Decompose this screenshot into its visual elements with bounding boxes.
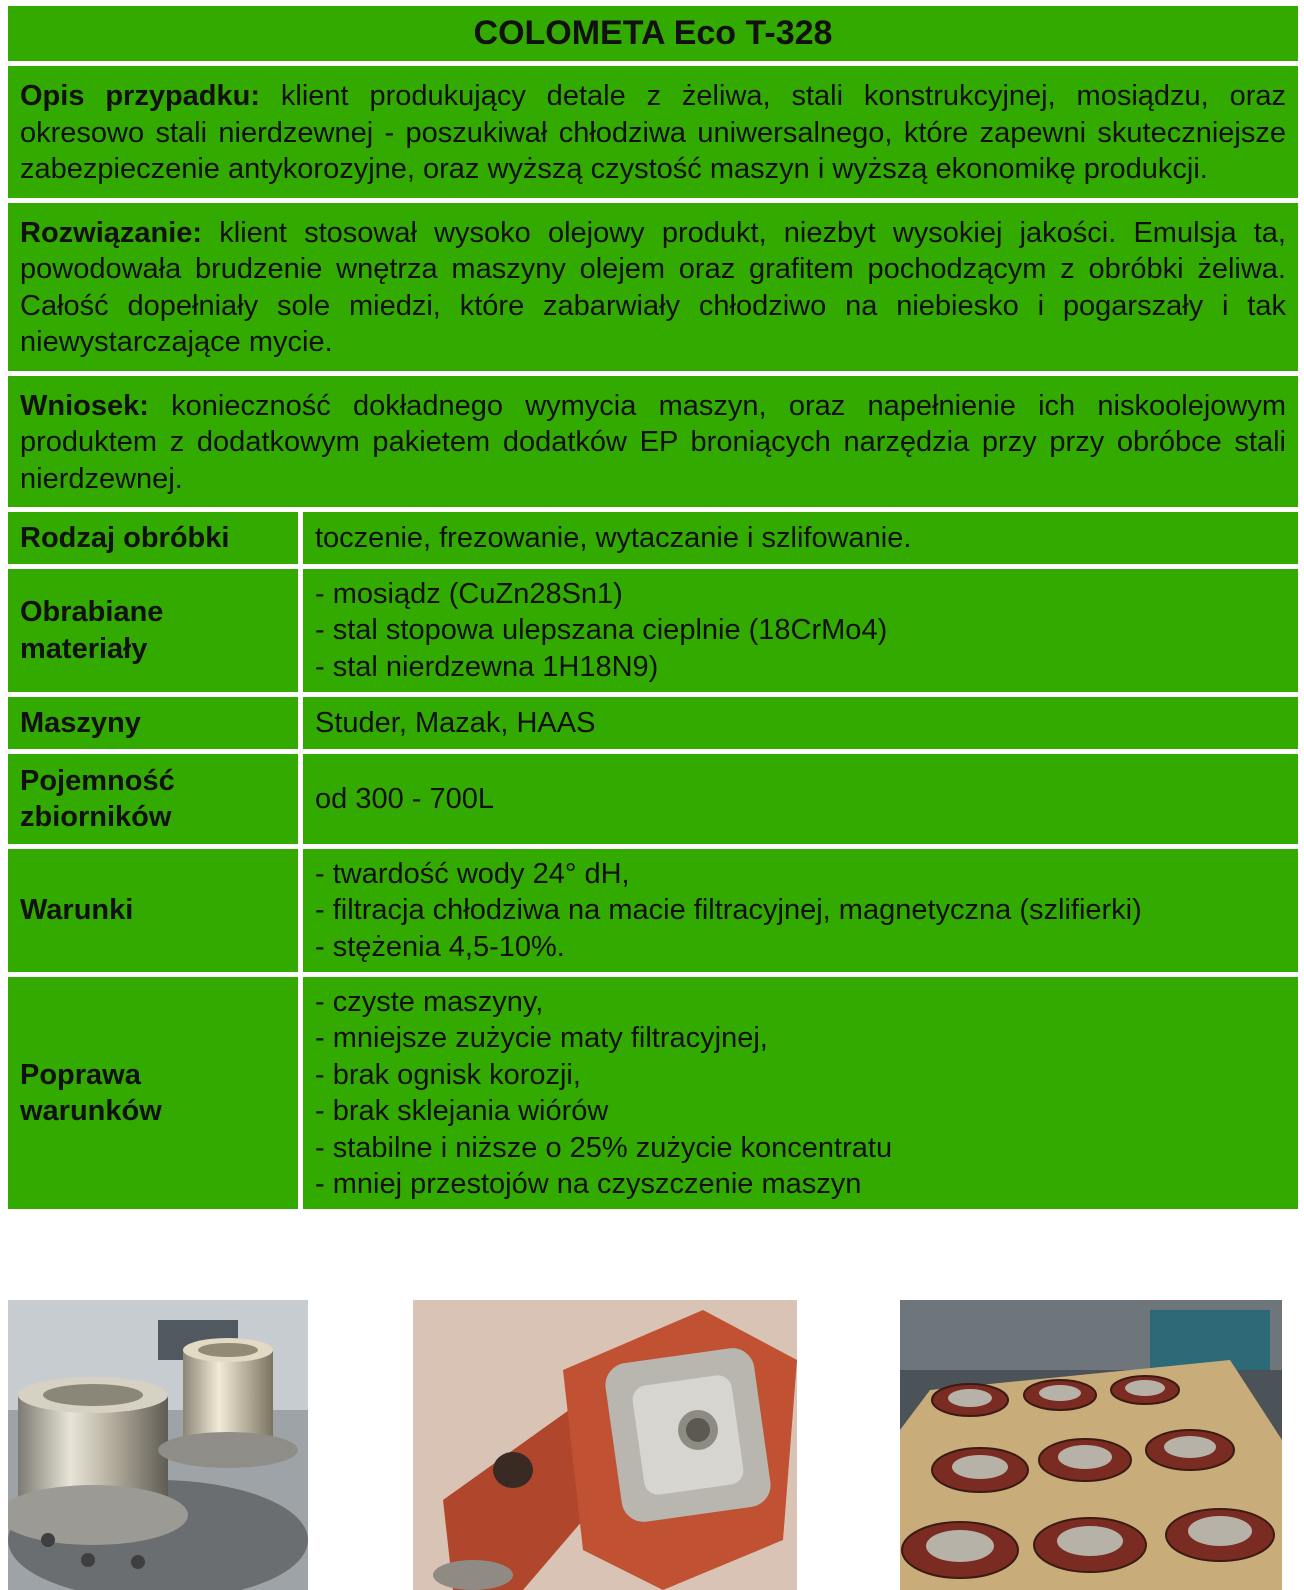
solution-text: klient stosował wysoko olejowy produkt, niezbyt wysokiej jakości. Emulsja ta, powodowała brudzenie wnętrza maszyny olejem oraz grafitem pochodzącym z obróbki żeliwa. Całość dopełniały sole miedzi, które zabarwiały chłodziwo na niebiesko i pogarszały i tak niewystarczające mycie. (20, 216, 1286, 358)
row-label: Pojemność zbiorników (8, 754, 303, 844)
value-line: od 300 - 700L (315, 782, 494, 815)
table-row (8, 697, 1298, 749)
machined-bearing-housings-photo (8, 1300, 308, 1590)
row-value (303, 697, 1298, 749)
table-row (8, 569, 1298, 692)
value-line: Studer, Mazak, HAAS (315, 706, 596, 739)
value-line: - stal stopowa ulepszana cieplnie (18CrMo4) (315, 614, 888, 647)
row-label: Poprawa warunków (8, 977, 303, 1209)
value-line: - czyste maszyny, (315, 985, 544, 1018)
page-title: COLOMETA Eco T-328 (8, 6, 1298, 61)
row-value (303, 512, 1298, 564)
table-row (8, 754, 1298, 844)
solution-label: Rozwiązanie: (20, 216, 203, 249)
value-line: - brak ognisk korozji, (315, 1058, 581, 1091)
value-line: - stal nierdzewna 1H18N9) (315, 650, 659, 683)
table-row (8, 512, 1298, 564)
row-value (303, 569, 1298, 692)
value-line: - filtracja chłodziwa na macie filtracyjnej, magnetyczna (szlifierki) (315, 894, 1142, 927)
value-line: - stabilne i niższe o 25% zużycie koncentratu (315, 1131, 893, 1164)
table-row (8, 849, 1298, 972)
solution-section (8, 203, 1298, 371)
value-line: - twardość wody 24° dH, (315, 857, 630, 890)
row-label: Obrabiane materiały (8, 569, 303, 692)
value-line: - mosiądz (CuZn28Sn1) (315, 577, 623, 610)
value-line: - mniejsze zużycie maty filtracyjnej, (315, 1022, 768, 1054)
row-value (303, 977, 1298, 1209)
value-line: - stężenia 4,5-10%. (315, 930, 565, 963)
case-description-label: Opis przypadku: (20, 80, 261, 112)
row-label: Rodzaj obróbki (8, 512, 303, 564)
conclusion-text: konieczność dokładnego wymycia maszyn, oraz napełnienie ich niskoolejowym produktem z dodatkowym pakietem dodatków EP broniących narzędzia przy przy obróbce stali nierdzewnej. (20, 389, 1286, 495)
value-line: toczenie, frezowanie, wytaczanie i szlifowanie. (315, 521, 912, 554)
case-study-sheet (8, 6, 1298, 1214)
specs-table (8, 507, 1298, 1214)
table-row (8, 977, 1298, 1209)
case-description-text: klient produkujący detale z żeliwa, stali konstrukcyjnej, mosiądzu, oraz okresowo stali nierdzewnej - poszukiwał chłodziwa uniwersalnego, które zapewni skuteczniejsze zabezpieczenie antykorozyjne, oraz wyższą czystość maszyn i wyższą ekonomikę produkcji. (20, 80, 1286, 185)
conclusion-label: Wniosek: (20, 389, 149, 422)
row-value (303, 754, 1298, 844)
conclusion-section (8, 376, 1298, 508)
photo-strip (0, 1300, 1304, 1590)
value-line: - brak sklejania wiórów (315, 1095, 609, 1127)
row-value (303, 849, 1298, 972)
pallet-of-brake-drums-photo (900, 1300, 1282, 1590)
row-label: Warunki (8, 849, 303, 972)
value-line: - mniej przestojów na czyszczenie maszyn (315, 1168, 862, 1200)
machined-cast-iron-part-photo (413, 1300, 797, 1590)
case-description (8, 66, 1298, 198)
row-label: Maszyny (8, 697, 303, 749)
